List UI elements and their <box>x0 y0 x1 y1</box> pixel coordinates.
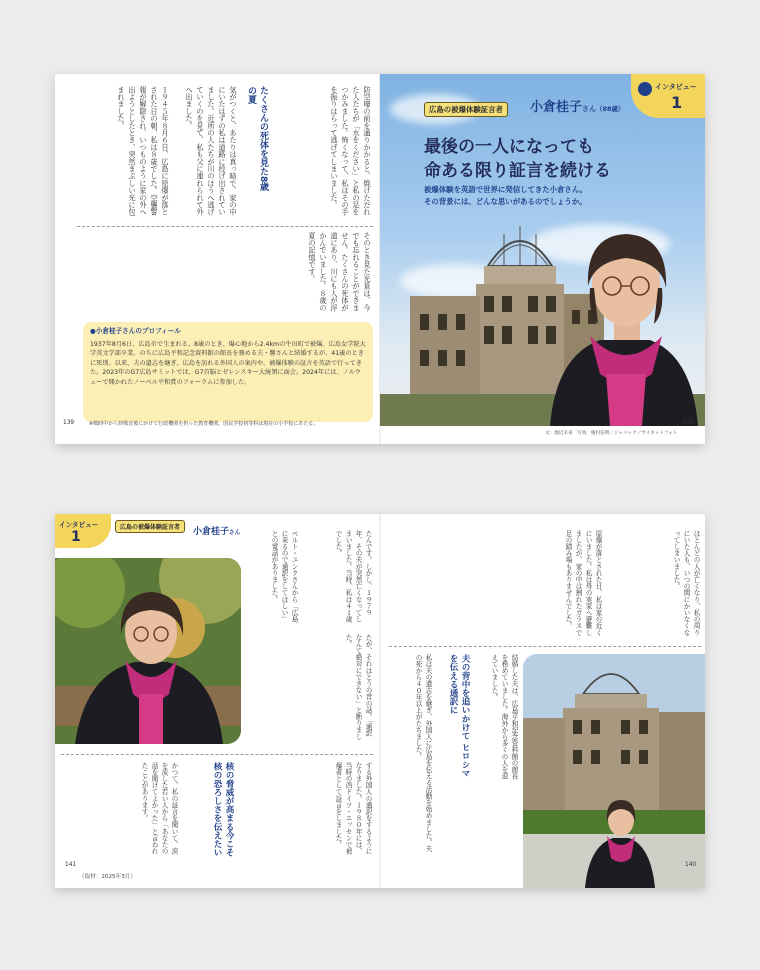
speaker-tag: 広島の被爆体験証言者 <box>424 102 508 117</box>
body-column: 気がつくと、あたりは真っ暗で、家の中にいたはずの私は道路に投げ出されていました。近所の人たちが川のほうへ逃げていくのを見て、私も父に連れられて外へ出ました。 <box>185 86 238 216</box>
body-column: そのとき見た光景は、今でも忘れることができません。たくさんの死体が道にあり、川にも人が浮かんでいました。８歳の夏の記憶です。 <box>308 232 372 312</box>
body-column: 防空壕の前を通りかかると、焼けただれた人たちが「水をください」と私の足をつかみました。怖くなって、私はその手を振りはらって逃げてしまいました。 <box>330 86 372 216</box>
speaker-age: （88歳） <box>596 105 625 113</box>
interview-date: （取材：2025年3月） <box>79 874 136 880</box>
speaker-name-suffix: さん <box>582 105 597 113</box>
divider <box>61 754 373 755</box>
section-heading: 核の脅威が高まる今こそ 核の恐ろしさを伝えたい <box>212 762 234 857</box>
body-column: たんです。しかし、１９７９年、その夫が突然亡くなってしまいました。当時、私は４１歳でした。 <box>334 530 372 623</box>
subheadline-2: その背景には、どんな思いがあるのでしょうか。 <box>424 197 587 206</box>
spine <box>379 514 381 888</box>
body-column: する外国人の通訳をするようになりました。１９８０年には、当時の西ドイツ・エッセンで被爆者として証言をしました。 <box>334 762 372 855</box>
speaker-tag: 広島の被爆体験証言者 <box>115 520 185 533</box>
pen-icon <box>638 82 652 96</box>
divider <box>77 226 373 227</box>
footnote: ※戦時中から終戦直後にかけて行政機関を担った教育機関。国民学校初等科は現在の小学校にあたる。 <box>89 421 319 427</box>
portrait-photo-bench <box>55 558 241 744</box>
speaker-name: 小倉桂子 <box>193 527 230 537</box>
portrait-photo-dome <box>523 654 705 888</box>
hero-photo <box>380 74 705 426</box>
divider <box>389 646 701 647</box>
speaker-name: 小倉桂子 <box>530 100 583 115</box>
badge-label: インタビュー <box>59 521 99 529</box>
badge-tab <box>55 514 111 548</box>
subheadline-1: 被爆体験を英語で世界に発信してきた小倉さん。 <box>424 185 588 194</box>
page-number: 141 <box>65 862 77 868</box>
atomic-bomb-dome-illustration <box>380 74 705 426</box>
badge-label: インタビュー <box>655 83 697 91</box>
badge-number: 1 <box>671 93 683 112</box>
headline-line-1: 最後の一人になっても <box>424 137 594 157</box>
profile-title: ●小倉桂子さんのプロフィール <box>90 327 181 335</box>
speaker-name-suffix: さん <box>229 530 241 536</box>
body-column: ベルト・ユンクさんから「広島に来るので通訳をしてほしい」との電話がありました。 <box>270 530 298 623</box>
body-column: ほとんどの人が亡くなり、私の周りにいた人も、いつの間にかいなくなってしまいました。 <box>672 530 700 636</box>
magazine-spread-bottom <box>55 514 705 888</box>
photo-credit: 文：渡辺未来 写真：植村信明／ジャパック／サイネットフォト <box>545 431 678 436</box>
page-number: 138 <box>683 420 695 426</box>
park-bench-portrait-illustration <box>55 558 241 744</box>
page-number: 139 <box>63 420 75 426</box>
magazine-spread-top <box>55 74 705 444</box>
dome-portrait-illustration <box>523 654 705 888</box>
section-heading: たくさんの死体を見た8歳の夏 <box>246 86 268 192</box>
page-number: 140 <box>685 862 697 868</box>
section-heading: 夫の背中を追いかけて ヒロシマを伝える通訳に <box>448 654 470 778</box>
speaker-name-block <box>530 96 625 115</box>
body-column: 私は夫の遺志を継ぎ、外国人に広島を伝える活動を始めました。夫の死から４０年以上がたちました。 <box>414 654 432 852</box>
body-column: 結婚した夫は、広島平和記念資料館の館長を務めていました。海外から多くの人を迎えていました。 <box>490 654 518 780</box>
body-column: かつて、私の証言を聞いて、涙を流した若い人から「あなたの話を聞けてよかった」と言われたことがあります。 <box>140 762 178 855</box>
speaker-header <box>193 519 240 538</box>
body-column: たが、それはとうの昔の話。「通訳なんて絶対にできない」と断りました。 <box>344 634 372 740</box>
headline-line-2: 命ある限り証言を続ける <box>424 161 611 181</box>
interview-badge <box>631 74 705 118</box>
body-column: １９４５年８月６日、広島に原爆が落とされた日の朝、私は８歳でした。空襲警報が解除され、いつものように家の外へ出ようとしたとき、突然まぶしい光に包まれました。 <box>117 86 170 216</box>
body-column: 原爆が落とされた日、私は家の近くにいました。私は母の実家へ避難しましたが、家の中は割れたガラスで足の踏み場もありませんでした。 <box>564 530 602 636</box>
profile-text: 1937年8月6日、広島市で生まれる。8歳のとき、爆心地から2.4kmの牛田町で被爆。広島女学院大学英文学部卒業。のちに広島平和記念資料館の館長を務める夫・馨さんと結婚するが、41歳のときに死別。以来、夫の遺志を継ぎ、広島を訪れる外国人の案内や、被爆体験の証言を英語で行ってきた。2023年のG7広島サミットでは、G7首脳とゼレンスキー大統領に面会。2024年には、ノルウェーで開かれたノーベル平和賞のフォーラムに参加した。 <box>90 340 366 386</box>
profile-box <box>83 322 373 422</box>
badge-number: 1 <box>71 529 81 545</box>
